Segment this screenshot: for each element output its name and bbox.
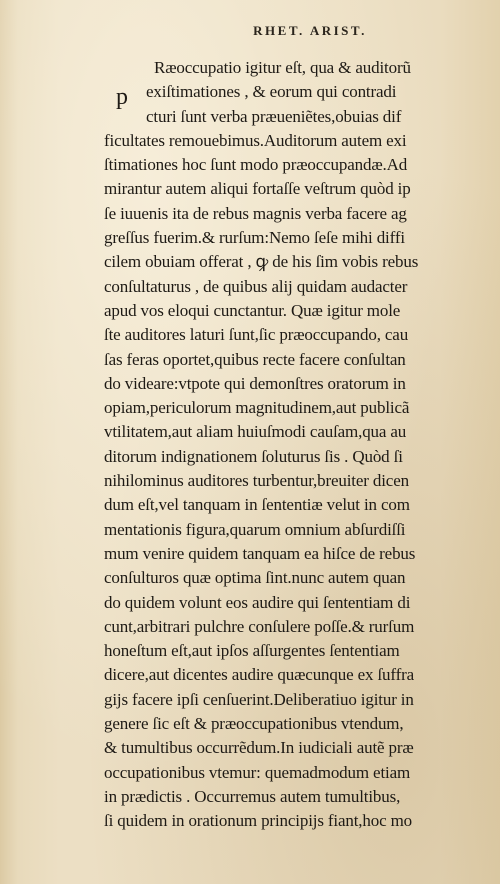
text-line: ſi quidem in orationum principijs fiant,hoc mo: [104, 811, 413, 831]
text-line: mirantur autem aliqui fortaſſe veſtrum quòd ip: [104, 179, 411, 199]
text-line: dum eſt,vel tanquam in ſententiæ velut in com: [104, 495, 410, 515]
text-line: apud vos eloqui cunctantur. Quæ igitur mole: [104, 300, 401, 320]
text-line: & tumultibus occurrẽdum.In iudiciali autẽ præ: [104, 738, 414, 758]
running-head: RHET. ARIST.: [253, 23, 367, 38]
text-line: nihilominus auditores turbentur,breuiter dicen: [104, 471, 409, 491]
header: [0, 22, 500, 40]
text-line: opiam,periculorum magnitudinem,aut publicã: [104, 398, 410, 418]
text-line: in prædictis . Occurremus autem tumultibus,: [104, 786, 401, 806]
text-line: cilem obuiam offerat , ꝙ de his ſim vobis rebus: [104, 252, 419, 272]
text-block: [104, 56, 474, 834]
text-line: ſe iuuenis ita de rebus magnis verba facere ag: [104, 203, 407, 223]
text-line: ditorum indignationem ſoluturus ſis . Quòd ſi: [104, 446, 403, 466]
text-line: ſte auditores laturi ſunt,ſic præoccupando, cau: [104, 325, 409, 345]
text-line: conſultaturus , de quibus alij quidam audacter: [104, 276, 408, 296]
text-line: do videare:vtpote qui demonſtres oratorum in: [104, 373, 406, 393]
text-line: vtilitatem,aut aliam huiuſmodi cauſam,qua au: [104, 422, 407, 442]
text-line: dicere,aut dicentes audire quæcunque ex ſuffra: [104, 665, 414, 685]
text-line: cturi ſunt verba præueniẽtes,obuias dif: [146, 106, 402, 126]
text-line: greſſus fuerim.& rurſum:Nemo ſeſe mihi diffi: [104, 228, 405, 248]
text-line: mentationis figura,quarum omnium abſurdiſſi: [104, 519, 406, 539]
versal-initial: p: [116, 84, 128, 110]
text-line: ſas feras oportet,quibus recte facere conſultan: [104, 349, 406, 369]
text-line: cunt,arbitrari pulchre conſulere poſſe.& rurſum: [104, 616, 415, 636]
text-line: conſulturos quæ optima ſint.nunc autem quan: [104, 568, 406, 588]
text-line: occupationibus vtemur: quemadmodum etiam: [104, 762, 411, 782]
text-line: exiſtimationes , & eorum qui contradi: [146, 82, 397, 102]
text-line: mum venire quidem tanquam ea hiſce de rebus: [104, 543, 416, 563]
text-line: Ræoccupatio igitur eſt, qua & auditorũ: [154, 58, 411, 77]
text-line: ficultates remouebimus.Auditorum autem exi: [104, 130, 407, 150]
text-line: do quidem volunt eos audire qui ſententiam di: [104, 592, 411, 612]
text-line: gijs facere ipſi cenſuerint.Deliberatiuo igitur in: [104, 689, 414, 709]
text-line: ſtimationes hoc ſunt modo præoccupandæ.Ad: [104, 155, 408, 175]
text-line: honeſtum eſt,aut ipſos aſſurgentes ſententiam: [104, 641, 400, 661]
text-line: genere ſic eſt & præoccupationibus vtendum,: [104, 714, 404, 734]
